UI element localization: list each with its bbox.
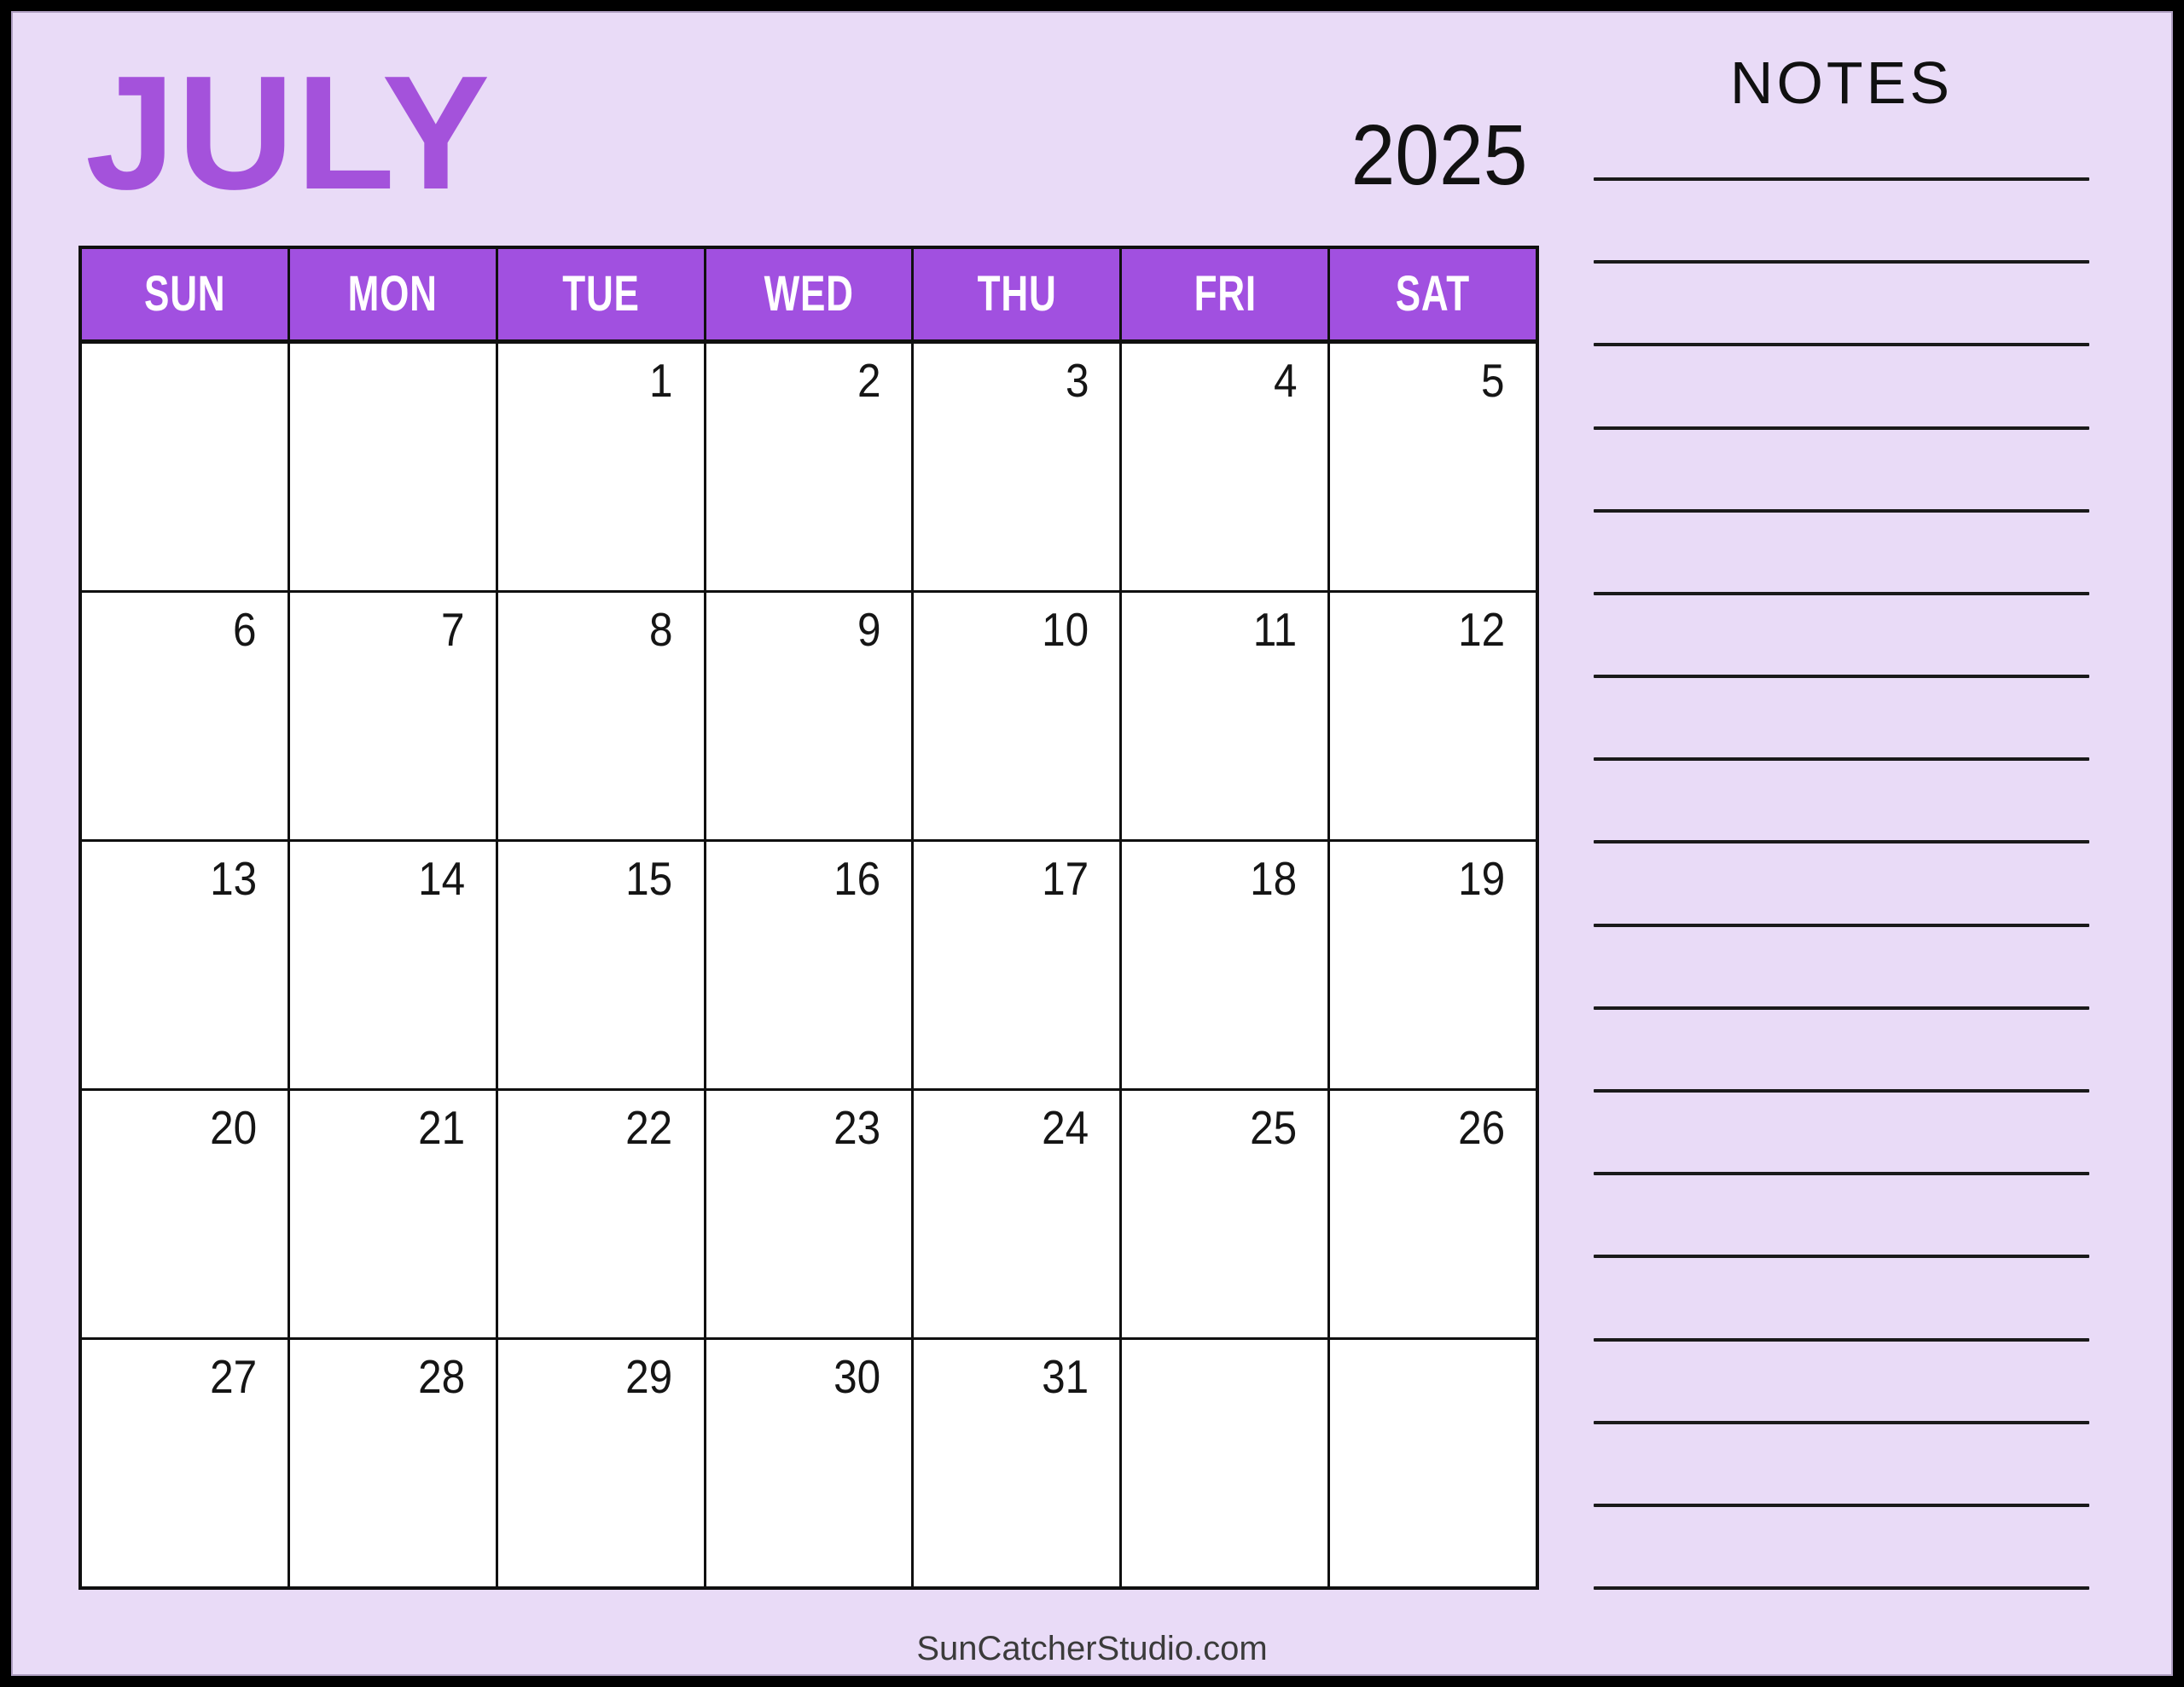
day-cell-19: [1330, 842, 1536, 1088]
day-header-label: FRI: [1194, 266, 1257, 322]
notes-line: [1594, 924, 2089, 927]
day-header-label: TUE: [561, 266, 640, 322]
day-cell-empty: [290, 344, 498, 590]
notes-line: [1594, 1006, 2089, 1010]
day-header-cell-wed: [706, 249, 915, 339]
notes-line: [1594, 177, 2089, 181]
day-cell-10: [914, 593, 1122, 839]
notes-line: [1594, 592, 2089, 595]
day-cell-8: [498, 593, 706, 839]
day-cell-9: [706, 593, 915, 839]
day-cell-18: [1122, 842, 1330, 1088]
day-cell-29: [498, 1340, 706, 1586]
day-cell-24: [914, 1091, 1122, 1337]
notes-line: [1594, 675, 2089, 678]
day-number: 13: [209, 852, 257, 905]
day-cell-empty: [1330, 1340, 1536, 1586]
day-number: 3: [1065, 354, 1089, 407]
day-cell-31: [914, 1340, 1122, 1586]
day-cell-14: [290, 842, 498, 1088]
day-header-label: MON: [347, 266, 438, 322]
notes-line: [1594, 426, 2089, 430]
day-cell-empty: [82, 344, 290, 590]
day-cell-22: [498, 1091, 706, 1337]
day-cell-15: [498, 842, 706, 1088]
day-cell-21: [290, 1091, 498, 1337]
day-cell-27: [82, 1340, 290, 1586]
day-header-cell-fri: [1122, 249, 1330, 339]
day-number: 14: [417, 852, 465, 905]
day-cell-30: [706, 1340, 915, 1586]
day-header-cell-thu: [914, 249, 1122, 339]
day-number: 2: [857, 354, 881, 407]
day-number: 10: [1042, 603, 1089, 656]
day-number: 21: [417, 1101, 465, 1154]
notes-line: [1594, 1172, 2089, 1175]
page-background: [11, 11, 2173, 1676]
notes-line: [1594, 1089, 2089, 1093]
day-number: 16: [834, 852, 881, 905]
day-number: 28: [417, 1350, 465, 1403]
day-number: 11: [1252, 603, 1298, 656]
day-cell-3: [914, 344, 1122, 590]
notes-line: [1594, 840, 2089, 844]
week-row-5: [82, 1340, 1536, 1586]
day-number: 25: [1250, 1101, 1298, 1154]
notes-line: [1594, 757, 2089, 761]
notes-line: [1594, 1586, 2089, 1590]
week-row-3: [82, 842, 1536, 1091]
day-cell-11: [1122, 593, 1330, 839]
day-cell-empty: [1122, 1340, 1330, 1586]
day-cell-4: [1122, 344, 1330, 590]
day-number: 31: [1042, 1350, 1089, 1403]
notes-line: [1594, 1338, 2089, 1342]
day-number: 30: [834, 1350, 881, 1403]
day-cell-13: [82, 842, 290, 1088]
day-number: 17: [1042, 852, 1089, 905]
day-number: 29: [625, 1350, 673, 1403]
day-header-label: WED: [764, 266, 854, 322]
day-cell-5: [1330, 344, 1536, 590]
day-cell-17: [914, 842, 1122, 1088]
day-number: 23: [834, 1101, 881, 1154]
notes-line: [1594, 1504, 2089, 1507]
day-number: 19: [1457, 852, 1506, 905]
day-cell-6: [82, 593, 290, 839]
day-header-cell-sun: [82, 249, 290, 339]
month-title: JULY: [85, 43, 492, 223]
day-number: 22: [625, 1101, 673, 1154]
notes-line: [1594, 509, 2089, 513]
day-number: 5: [1481, 354, 1506, 407]
day-cell-25: [1122, 1091, 1330, 1337]
year-label: [1338, 107, 1527, 203]
day-cell-2: [706, 344, 915, 590]
day-header-cell-tue: [498, 249, 706, 339]
notes-line: [1594, 1255, 2089, 1258]
day-number: 7: [441, 603, 465, 656]
day-cell-12: [1330, 593, 1536, 839]
day-number: 4: [1273, 354, 1298, 407]
day-cell-1: [498, 344, 706, 590]
day-number: 1: [649, 354, 673, 407]
day-cell-16: [706, 842, 915, 1088]
year-text: 2025: [1350, 107, 1527, 203]
day-number: 18: [1250, 852, 1298, 905]
day-cell-7: [290, 593, 498, 839]
day-number: 12: [1457, 603, 1506, 656]
day-header-row: [82, 249, 1536, 344]
day-cell-20: [82, 1091, 290, 1337]
day-header-label: THU: [977, 266, 1057, 322]
notes-line: [1594, 1421, 2089, 1424]
week-row-1: [82, 344, 1536, 593]
day-cell-28: [290, 1340, 498, 1586]
day-header-cell-mon: [290, 249, 498, 339]
day-cell-23: [706, 1091, 915, 1337]
day-number: 9: [857, 603, 881, 656]
day-number: 6: [233, 603, 257, 656]
day-number: 15: [625, 852, 673, 905]
day-number: 26: [1457, 1101, 1506, 1154]
notes-title: NOTES: [1729, 49, 1954, 116]
week-row-2: [82, 593, 1536, 842]
day-number: 20: [209, 1101, 257, 1154]
notes-line: [1594, 260, 2089, 264]
week-row-4: [82, 1091, 1536, 1340]
notes-line: [1594, 343, 2089, 346]
day-number: 27: [209, 1350, 257, 1403]
day-header-label: SUN: [143, 266, 226, 322]
calendar-table: [78, 246, 1539, 1590]
footer-watermark: SunCatcherStudio.com: [916, 1630, 1268, 1667]
day-number: 24: [1042, 1101, 1089, 1154]
day-header-label: SAT: [1395, 266, 1471, 322]
day-number: 8: [649, 603, 673, 656]
day-header-cell-sat: [1330, 249, 1536, 339]
day-cell-26: [1330, 1091, 1536, 1337]
